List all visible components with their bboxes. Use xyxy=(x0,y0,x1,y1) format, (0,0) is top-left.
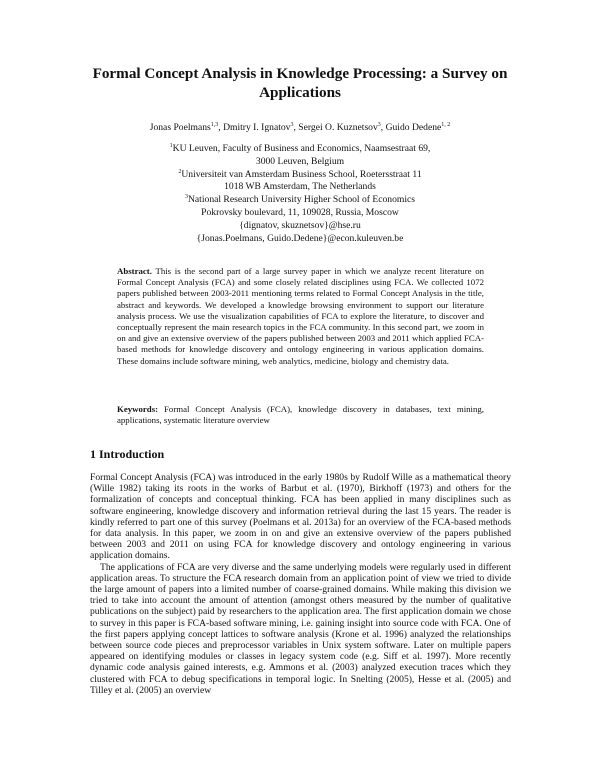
author-separator: , xyxy=(380,122,386,133)
affiliation-line xyxy=(120,143,480,156)
paper-title xyxy=(90,64,510,102)
affiliation-text: KU Leuven, Faculty of Business and Economics, Naamsestraat 69, xyxy=(172,143,431,154)
affil-sup: 2 xyxy=(178,168,182,175)
author-affil-sup: 3 xyxy=(377,121,381,128)
affiliation-line xyxy=(120,169,480,182)
email-line: {dignatov, skuznetsov}@hse.ru xyxy=(239,219,361,231)
affiliation-line: 1018 WB Amsterdam, The Netherlands xyxy=(224,181,376,193)
affiliations xyxy=(120,143,480,245)
author-name: Dmitry I. Ignatov xyxy=(223,122,291,133)
author-affil-sup: 1,3 xyxy=(210,121,219,128)
author-affil-sup: 3 xyxy=(290,121,294,128)
author-separator: , xyxy=(293,122,299,133)
affiliation-line: 3000 Leuven, Belgium xyxy=(255,155,345,167)
affiliation-line xyxy=(120,194,480,207)
abstract xyxy=(117,266,484,367)
author-name: Jonas Poelmans xyxy=(149,122,211,133)
paragraph: Formal Concept Analysis (FCA) was introduced in the early 1980s by Rudolf Wille as a mathematical theory (Wille 1982) taking its roots in the works of Barbut et al. (1970), Birkhoff (1973) and others for the formalization of concepts and conceptual thinking. FCA has been applied in many disciplines such as software engineering, knowledge discovery and information retrieval during the last 15 years. The reader is kindly referred to part one of this survey (Poelmans et al. 2013a) for an overview of the FCA-based methods for data analysis. In this paper, we zoom in on and give an extensive overview of the papers published between 2003 and 2011 on using FCA for knowledge discovery and ontology engineering in various application domains. xyxy=(90,472,511,562)
affil-sup: 3 xyxy=(185,194,188,200)
author-separator: , xyxy=(218,122,224,133)
affil-sup: 1 xyxy=(169,142,173,149)
author-name: Sergei O. Kuznetsov xyxy=(298,122,378,133)
title-line-2: Applications xyxy=(259,84,341,101)
author-name: Guido Dedene xyxy=(385,122,442,133)
abstract-text: This is the second part of a large survey paper in which we analyze recent literature on Formal Concept Analysis (FCA) and some closely related disciplines using FCA. We collected 1072 papers published between 2003-2011 mentioning terms related to Formal Concept Analysis in the title, abstract and keywords. We developed a knowledge browsing environment to support our literature analysis process. We use the visualization capabilities of FCA to explore the literature, to discover and conceptually represent the main research topics in the FCA community. In this second part, we zoom in on and give an extensive overview of the papers published between 2003 and 2011 which applied FCA-based methods for knowledge discovery and ontology engineering in various application domains. These domains include software mining, web analytics, medicine, biology and chemistry data. xyxy=(117,266,484,366)
affiliation-text: Universiteit van Amsterdam Business School, Roetersstraat 11 xyxy=(181,168,422,180)
section-heading: 1 Introduction xyxy=(90,447,165,461)
affiliation-line: Pokrovsky boulevard, 11, 109028, Russia, Moscow xyxy=(201,206,399,218)
paragraph: The applications of FCA are very diverse and the same underlying models were regularly used in different application areas. To structure the FCA research domain from an application point of view we tried to divide the large amount of papers into a limited number of coarse-grained domains. While making this division we tried to take into account the amount of attention (amongst others measured by the number of qualitative publications on the subject) paid by researchers to the application area. The first application domain we chose to survey in this paper is FCA-based software mining, i.e. gaining insight into source code with FCA. One of the first papers applying concept lattices to software analysis (Krone et al. 1996) analyzed the relationships between source code pieces and preprocessor variables in Unix system software. Later on multiple papers appeared on identifying modules or classes in legacy system code (e.g. Siff et al. 1997). More recently dynamic code analysis gained interests, e.g. Ammons et al. (2003) analyzed execution traces which they clustered with FCA to debug specifications in temporal logic. In Snelting (2005), Hesse et al. (2005) and Tilley et al. (2005) an overview xyxy=(90,561,512,696)
email-line: {Jonas.Poelmans, Guido.Dedene}@econ.kuleuven.be xyxy=(196,232,404,244)
affiliation-text: National Research University Higher School of Economics xyxy=(188,194,415,206)
keywords xyxy=(117,404,484,426)
keywords-text: Formal Concept Analysis (FCA), knowledge discovery in databases, text mining, applications, systematic literature overview xyxy=(117,404,484,426)
title-line-1: Formal Concept Analysis in Knowledge Processing: a Survey on xyxy=(92,65,508,82)
abstract-label: Abstract. xyxy=(117,266,152,276)
body-text xyxy=(90,472,511,696)
author-list xyxy=(60,121,540,134)
keywords-label: Keywords: xyxy=(117,404,159,414)
author-affil-sup: 1, 2 xyxy=(441,121,451,128)
